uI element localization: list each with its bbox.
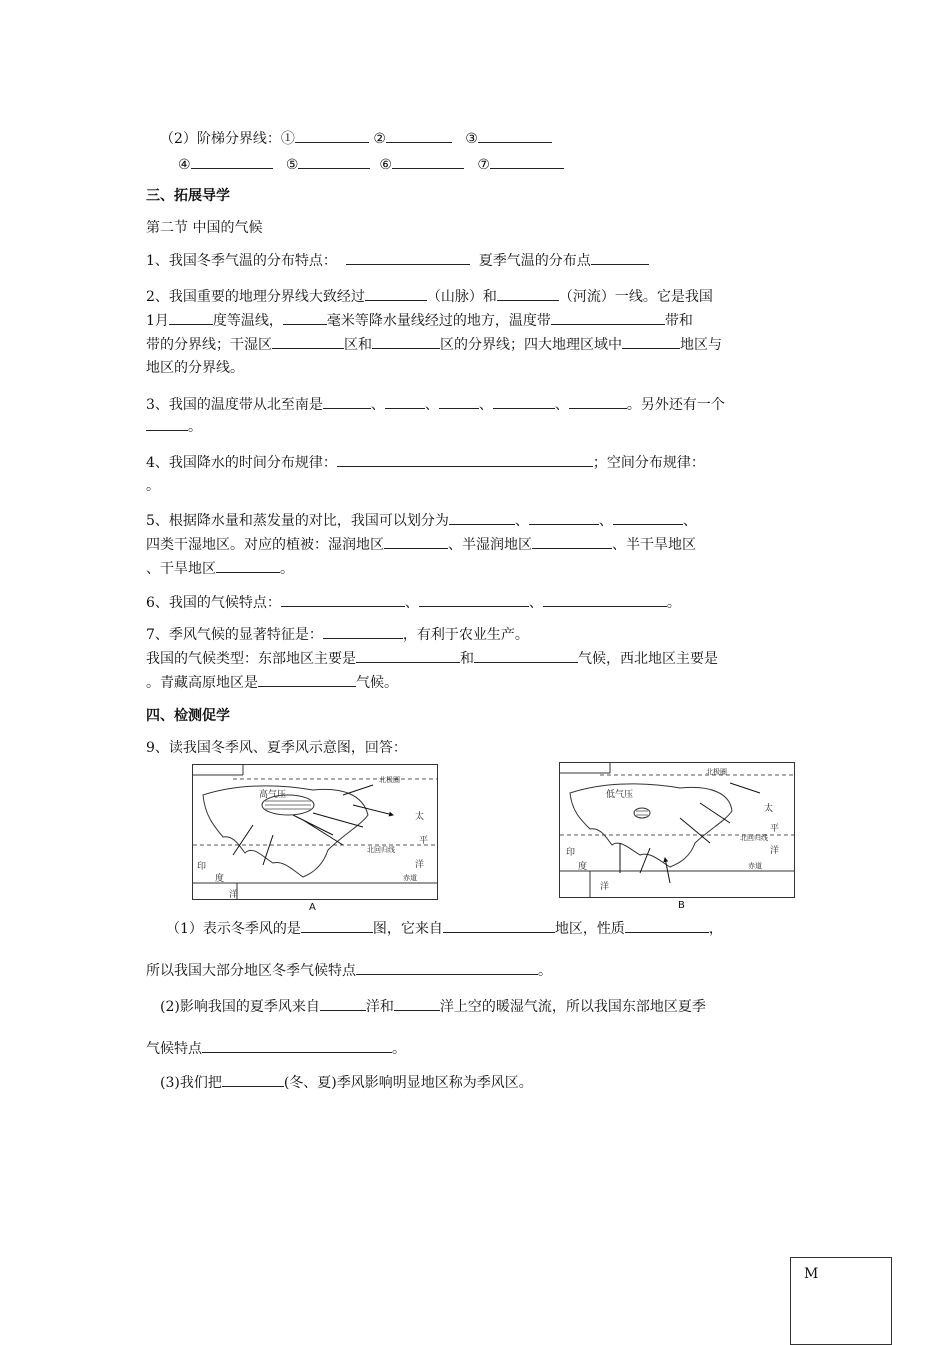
winter-monsoon-map — [192, 764, 438, 900]
map-a-arctic-label: 北极圈 — [379, 776, 400, 784]
q7-text: 和 — [460, 651, 474, 667]
q2-text: （山脉）和 — [426, 289, 497, 305]
question-6 — [146, 592, 681, 613]
q9-text: ， — [708, 921, 723, 937]
heading-4: 四、检测促学 — [146, 708, 230, 724]
map-b-arctic-label: 北极圈 — [706, 768, 727, 776]
q5-text: 5、根据降水量和蒸发量的对比，我国可以划分为 — [146, 513, 449, 529]
sep: 、 — [424, 397, 439, 413]
q2-text: 区和 — [344, 337, 372, 353]
q9-text: 洋上空的暖湿气流，所以我国东部地区夏季 — [439, 999, 706, 1015]
map-b-pressure-label: 低气压 — [606, 790, 634, 800]
blank[interactable] — [323, 624, 403, 639]
q5-text: 四类干湿地区。对应的植被：湿润地区 — [146, 537, 384, 553]
blank[interactable] — [449, 510, 515, 525]
circle-5: ⑤ — [285, 157, 299, 173]
q7-text: 。青藏高原地区是 — [146, 675, 258, 691]
map-a-ping-label: 平 — [419, 836, 429, 846]
map-a-yang2-label: 洋 — [229, 890, 239, 900]
question-7-line2 — [146, 648, 718, 669]
blank[interactable] — [323, 394, 371, 409]
blank[interactable] — [386, 128, 452, 143]
question-9-intro: 9、读我国冬季风、夏季风示意图，回答： — [146, 740, 407, 756]
q3-text: 。另外还有一个 — [626, 397, 725, 413]
map-b-ping-label: 平 — [770, 824, 780, 834]
sep: 、 — [528, 595, 543, 611]
map-a-yang-label: 洋 — [415, 860, 425, 870]
step-boundary-line2 — [178, 154, 564, 175]
q9-text: (2)影响我国的夏季风来自 — [160, 999, 320, 1015]
blank[interactable] — [622, 334, 680, 349]
heading-3: 三、拓展导学 — [146, 188, 230, 204]
question-4-line2: 。 — [146, 478, 160, 494]
map-a-caption: A — [309, 902, 316, 913]
sep: 、 — [554, 397, 569, 413]
blank[interactable] — [356, 960, 538, 975]
circle-2: ② — [373, 131, 386, 147]
blank[interactable] — [372, 334, 440, 349]
sep: 、 — [478, 397, 493, 413]
question-5-line1 — [146, 510, 697, 531]
question-5-line2 — [146, 534, 696, 555]
blank[interactable] — [281, 592, 405, 607]
blank[interactable] — [337, 452, 593, 467]
circle-3: ③ — [465, 131, 478, 147]
q2-text: 毫米等降水量线经过的地方，温度带 — [326, 313, 551, 329]
blank[interactable] — [625, 918, 709, 933]
circle-7: ⑦ — [477, 157, 490, 173]
question-2-line2 — [146, 310, 693, 331]
q9-part3 — [160, 1072, 533, 1093]
q9-text: (3)我们把 — [160, 1075, 222, 1091]
map-b-yin-label: 印 — [566, 848, 576, 858]
blank[interactable] — [295, 128, 369, 143]
q9-part2-line1 — [160, 996, 706, 1017]
blank[interactable] — [532, 534, 612, 549]
map-a-du-label: 度 — [215, 874, 225, 884]
q9-text: 。 — [538, 963, 552, 979]
blank[interactable] — [551, 310, 665, 325]
sep: 、 — [514, 513, 529, 529]
corner-label: M — [804, 1266, 819, 1282]
q9-text: 洋和 — [365, 999, 394, 1015]
blank[interactable] — [613, 510, 683, 525]
blank[interactable] — [272, 334, 344, 349]
sep: 、 — [404, 595, 419, 611]
q9-text: 图，它来自 — [372, 921, 443, 937]
question-5-line3 — [146, 558, 294, 579]
blank[interactable] — [439, 394, 479, 409]
q1-text: 1、我国冬季气温的分布特点： — [146, 253, 337, 269]
blank[interactable] — [493, 394, 555, 409]
map-b-du-label: 度 — [578, 862, 588, 872]
step-boundary-line1 — [160, 128, 552, 149]
summer-monsoon-map — [559, 762, 795, 898]
blank[interactable] — [191, 154, 273, 169]
question-2-line3 — [146, 334, 722, 355]
q5-text: 、半湿润地区 — [448, 537, 532, 553]
q2-text: （河流）一线。它是我国 — [558, 289, 713, 305]
question-2-line4: 地区的分界线。 — [146, 360, 244, 376]
map-a-graphic — [193, 765, 437, 899]
question-7-line1 — [146, 624, 529, 645]
map-b-caption: B — [678, 900, 685, 911]
question-3-line1 — [146, 394, 725, 415]
blank[interactable] — [222, 1072, 284, 1087]
question-2-line1 — [146, 286, 713, 307]
q9-text: 气候特点 — [146, 1041, 202, 1057]
q7-text: 气候，西北地区主要是 — [578, 651, 718, 667]
q9-text: 。 — [392, 1041, 406, 1057]
blank[interactable] — [543, 592, 667, 607]
q7-text: 我国的气候类型：东部地区主要是 — [146, 651, 356, 667]
q9-text: 所以我国大部分地区冬季气候特点 — [146, 963, 356, 979]
blank[interactable] — [169, 310, 213, 325]
sep: 、 — [682, 513, 697, 529]
map-b-tropic-label: 北回归线 — [740, 834, 768, 842]
blank[interactable] — [529, 510, 599, 525]
blank[interactable] — [591, 250, 649, 265]
q5-text: 、半干旱地区 — [612, 537, 696, 553]
q7-text: 气候。 — [356, 675, 398, 691]
blank[interactable] — [385, 394, 425, 409]
blank[interactable] — [394, 996, 440, 1011]
q7-text: 7、季风气候的显著特征是： — [146, 627, 323, 643]
circle-4: ④ — [178, 157, 191, 173]
q2-text: 区的分界线；四大地理区域中 — [440, 337, 622, 353]
blank[interactable] — [497, 286, 559, 301]
blank[interactable] — [298, 154, 370, 169]
map-b-yang-label: 洋 — [770, 846, 780, 856]
q9-text: 地区，性质 — [554, 921, 625, 937]
blank[interactable] — [569, 394, 627, 409]
blank[interactable] — [301, 918, 373, 933]
map-a-equator-label: 赤道 — [403, 874, 417, 882]
map-a-yin-label: 印 — [197, 862, 207, 872]
blank[interactable] — [146, 416, 188, 431]
q5-text: 。 — [280, 561, 294, 577]
q9-text: （1）表示冬季风的是 — [166, 921, 301, 937]
blank[interactable] — [202, 1038, 392, 1053]
subheading: 第二节 中国的气候 — [146, 220, 263, 236]
blank[interactable] — [365, 286, 427, 301]
q2-text: 带的分界线；干湿区 — [146, 337, 272, 353]
question-1 — [146, 250, 649, 271]
q6-text: 6、我国的气候特点： — [146, 595, 281, 611]
blank[interactable] — [346, 250, 470, 265]
q2-text: 2、我国重要的地理分界线大致经过 — [146, 289, 365, 305]
map-b-equator-label: 赤道 — [748, 862, 762, 870]
sep: 、 — [370, 397, 385, 413]
q9-text: (冬、夏)季风影响明显地区称为季风区。 — [283, 1075, 533, 1091]
q2-text: 度等温线， — [212, 313, 283, 329]
step-label: （2）阶梯分界线：① — [160, 131, 295, 147]
map-b-yang2-label: 洋 — [600, 882, 610, 892]
q7-text: ，有利于农业生产。 — [402, 627, 529, 643]
question-7-line3 — [146, 672, 398, 693]
q5-text: 、干旱地区 — [146, 561, 216, 577]
q1-text2: 夏季气温的分布点 — [478, 253, 591, 269]
blank[interactable] — [392, 154, 464, 169]
blank[interactable] — [384, 534, 448, 549]
q2-text: 地区与 — [680, 337, 722, 353]
blank[interactable] — [258, 672, 356, 687]
q2-text: 1月 — [146, 313, 169, 329]
question-4-line1 — [146, 452, 705, 473]
blank[interactable] — [490, 154, 564, 169]
q2-text: 带和 — [664, 313, 693, 329]
end: 。 — [666, 595, 681, 611]
blank[interactable] — [356, 648, 460, 663]
blank[interactable] — [320, 996, 366, 1011]
blank[interactable] — [419, 592, 529, 607]
blank[interactable] — [474, 648, 578, 663]
blank[interactable] — [478, 128, 552, 143]
question-3-line2 — [146, 416, 202, 437]
q9-part1-line2 — [146, 960, 552, 981]
q3-text: 3、我国的温度带从北至南是 — [146, 397, 323, 413]
q4-text: 4、我国降水的时间分布规律： — [146, 455, 337, 471]
q3-end: 。 — [188, 419, 202, 435]
q9-part1-line1 — [166, 918, 723, 939]
circle-6: ⑥ — [379, 157, 392, 173]
blank[interactable] — [443, 918, 555, 933]
q9-part2-line2 — [146, 1038, 406, 1059]
map-a-tropic-label: 北回归线 — [367, 846, 395, 854]
map-b-tai-label: 太 — [764, 804, 774, 814]
q4-text: ；空间分布规律： — [592, 455, 705, 471]
map-a-tai-label: 太 — [415, 812, 425, 822]
corner-box — [790, 1257, 892, 1345]
sep: 、 — [598, 513, 613, 529]
map-a-pressure-label: 高气压 — [259, 790, 287, 800]
blank[interactable] — [216, 558, 280, 573]
map-b-graphic — [560, 763, 794, 897]
blank[interactable] — [283, 310, 327, 325]
